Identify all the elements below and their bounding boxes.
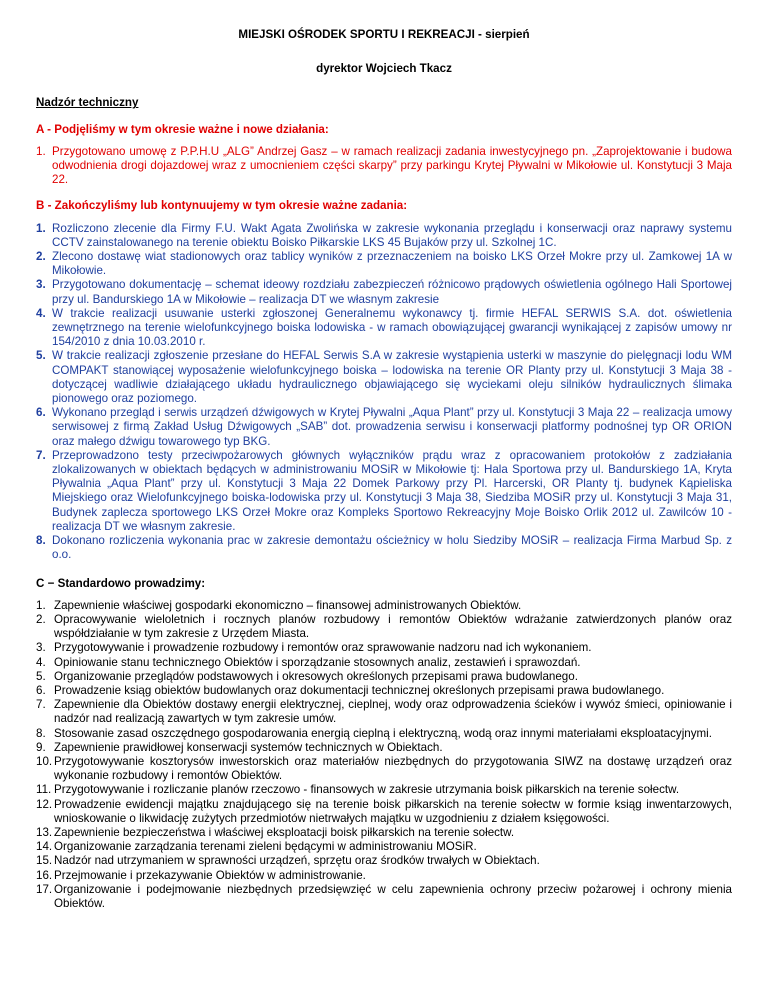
part-c-item — [36, 783, 732, 797]
part-a-item — [36, 145, 732, 188]
part-c-item — [36, 755, 732, 783]
list-item-number: 6. — [36, 406, 46, 420]
list-item-number: 2. — [36, 250, 46, 264]
list-item-text: Zapewnienie właściwej gospodarki ekonomiczno – finansowej administrowanych Obiektów. — [54, 598, 522, 612]
part-c-item — [36, 641, 732, 655]
list-item-text: Przygotowywanie kosztorysów inwestorskich oraz materiałów niezbędnych do przygotowania SIWZ na dostawę urządzeń oraz wykonanie rozbudowy i remontów Obiektów. — [54, 754, 732, 783]
list-item-text: Organizowanie i podejmowanie niezbędnych przedsięwzięć w celu zapewnienia ochrony przeciw pożarowej i ochrony mienia Obiektów. — [54, 882, 732, 910]
list-item-number: 10. — [36, 754, 53, 768]
director-line: dyrektor Wojciech Tkacz — [316, 62, 452, 76]
list-item-number: 6. — [36, 683, 46, 697]
section-title: Nadzór techniczny — [36, 96, 139, 110]
part-c-item — [36, 670, 732, 684]
list-item-number: 7. — [36, 698, 46, 712]
list-item-text: W trakcie realizacji usuwanie usterki zgłoszonej Generalnemu wykonawcy tj. firmie HEFAL SERWIS S.A. dot. oświetlenia zewnętrznego na terenie wielofunkcyjnego boiska lodowiska - w ramach obowiązującej gwarancji wynikającej z zapisów umowy nr 154/2010 z dnia 10.03.2010 r. — [52, 306, 732, 349]
list-item-number: 4. — [36, 306, 46, 320]
list-item-number: 5. — [36, 669, 46, 683]
part-c-list — [36, 599, 732, 911]
list-item-text: Przygotowano umowę z P.P.H.U „ALG” Andrzej Gasz – w ramach realizacji zadania inwestycyjnego pn. „Zaprojektowanie i budowa odwodnienia drogi dojazdowej wraz z umocnieniem części skarpy” przy parkingu Krytej Pływalni w Mikołowie ul. Konstytucji 3 Maja 22. — [52, 144, 732, 187]
list-item-text: Organizowanie przeglądów podstawowych i okresowych określonych przepisami prawa budowlanego. — [54, 669, 578, 683]
part-c-item — [36, 798, 732, 826]
list-item-number: 8. — [36, 726, 46, 740]
part-c-item — [36, 599, 732, 613]
list-item-text: Zlecono dostawę wiat stadionowych oraz tablicy wyników z przeznaczeniem na boisko LKS Orzeł Mokre przy ul. Zamkowej 1A w Mikołowie. — [52, 250, 732, 278]
part-c-item — [36, 883, 732, 911]
part-b-item — [36, 534, 732, 562]
list-item-text: Stosowanie zasad oszczędnego gospodarowania energią cieplną i elektryczną, wodą oraz innymi materiałami eksploatacyjnymi. — [54, 726, 712, 740]
part-c-heading: C − Standardowo prowadzimy: — [36, 576, 206, 590]
list-item-text: Organizowanie zarządzania terenami zieleni będącymi w administrowaniu MOSiR. — [54, 840, 477, 854]
part-c-item — [36, 698, 732, 726]
part-c-item — [36, 854, 732, 868]
list-item-text: Nadzór nad utrzymaniem w sprawności urządzeń, sprzętu oraz środków trwałych w Obiektach. — [54, 854, 540, 868]
list-item-number: 11. — [36, 783, 52, 797]
part-c-item — [36, 684, 732, 698]
list-item-text: Przygotowywanie i prowadzenie rozbudowy i remontów oraz sprawowanie nadzoru nad ich wykonaniem. — [54, 641, 592, 655]
document-title: MIEJSKI OŚRODEK SPORTU I REKREACJI - sierpień — [238, 28, 530, 41]
list-item-number: 1. — [36, 144, 46, 158]
list-item-number: 5. — [36, 349, 46, 363]
list-item-text: Opracowywanie wieloletnich i rocznych planów rozbudowy i remontów Obiektów wdrażanie zatwierdzonych planów oraz współdziałanie w tym zakresie z Urzędem Miasta. — [54, 612, 732, 641]
list-item-number: 16. — [36, 868, 53, 882]
list-item-number: 9. — [36, 740, 46, 754]
list-item-text: Zapewnienie prawidłowej konserwacji systemów technicznych w Obiektach. — [54, 740, 443, 754]
list-item-number: 15. — [36, 854, 53, 868]
part-c-item — [36, 869, 732, 883]
list-item-number: 3. — [36, 278, 46, 292]
list-item-text: Opiniowanie stanu technicznego Obiektów i sporządzanie stosownych analiz, zestawień i sprawozdań. — [54, 655, 581, 669]
list-item-text: Zapewnienie bezpieczeństwa i właściwej eksploatacji boisk piłkarskich na terenie sołectw. — [54, 825, 515, 839]
part-b-item — [36, 222, 732, 250]
list-item-number: 12. — [36, 797, 53, 811]
part-b-item — [36, 278, 732, 306]
part-b-item — [36, 250, 732, 278]
part-c-item — [36, 727, 732, 741]
list-item-number: 7. — [36, 448, 46, 462]
list-item-text: Przygotowano dokumentację – schemat ideowy rozdziału zabezpieczeń różnicowo prądowych oświetlenia ogólnego Hali Sportowej przy ul. Bandurskiego 1A w Mikołowie – realizacja DT we własnym zakresie — [52, 278, 732, 306]
list-item-number: 8. — [36, 534, 46, 548]
list-item-text: W trakcie realizacji zgłoszenie przesłane do HEFAL Serwis S.A w zakresie wystąpienia usterki w maszynie do pielęgnacji lodu WM COMPAKT stanowiącej wyposażenie wielofunkcyjnego boiska – lodowiska na terenie OR Planty przy ul. Konstytucji 3 Maja 38 - dotyczącej wadliwie działającego układu hydraulicznego objawiającego się wyciekami oleju silników hydraulicznych ślimaka pionowego oraz poziomego. — [52, 349, 732, 406]
list-item-number: 4. — [36, 655, 46, 669]
part-c-item — [36, 656, 732, 670]
list-item-number: 2. — [36, 612, 46, 626]
part-c-item — [36, 613, 732, 641]
list-item-text: Rozliczono zlecenie dla Firmy F.U. Wakt Agata Zwolińska w zakresie wykonania przeglądu i konserwacji oraz naprawy systemu CCTV zainstalowanego na terenie obiektu Boisko Piłkarskie LKS 45 Bujaków przy ul. Szkolnej 1C. — [52, 221, 732, 249]
list-item-number: 17. — [36, 882, 53, 896]
list-item-number: 1. — [36, 221, 46, 235]
list-item-text: Przeprowadzono testy przeciwpożarowych głównych wyłączników prądu wraz z opracowaniem protokołów z zadziałania zlokalizowanych w obiektach będących w administrowaniu MOSiR w Mikołowie tj: Hala Sportowa przy ul. Bandurskiego 1A, Kryta Pływalnia „Aqua Plant” przy ul. Konstytucji 3 Maja 22 Domek Parkowy przy Pl. Harcerski, OR Planty tj. budynek Kąpieliska Miejskiego oraz Wielofunkcyjnego boiska-lodowiska przy ul. Konstytucji 3 Maja 38, Siedziba MOSiR przy ul. Konstytucji 3 Maja 31, Budynek zaplecza sportowego LKS Orzeł Mokre oraz Kompleks Sportowo Rekreacyjny Moje Boisko Orlik 2012 ul. Zawilców 10 - realizacja DT we własnym zakresie. — [52, 448, 732, 533]
list-item-number: 13. — [36, 825, 53, 839]
part-b-list — [36, 222, 732, 563]
list-item-text: Przejmowanie i przekazywanie Obiektów w administrowanie. — [54, 868, 366, 882]
part-b-item — [36, 406, 732, 449]
list-item-number: 14. — [36, 840, 53, 854]
list-item-text: Przygotowywanie i rozliczanie planów rzeczowo - finansowych w zakresie utrzymania boisk piłkarskich na terenie sołectw. — [54, 783, 680, 797]
part-a-list — [36, 145, 732, 188]
list-item-text: Prowadzenie ewidencji majątku znajdującego się na terenie boisk piłkarskich na terenie sołectw w formie ksiąg inwentarzowych, wnioskowanie o likwidację zużytych przedmiotów nietrwałych majątku w uzgodnieniu z działem księgowości. — [54, 797, 732, 825]
part-b-item — [36, 307, 732, 350]
list-item-number: 3. — [36, 641, 46, 655]
part-c-item — [36, 741, 732, 755]
list-item-text: Zapewnienie dla Obiektów dostawy energii elektrycznej, cieplnej, wody oraz odprowadzenia ścieków i wywóz śmieci, opiniowanie i nadzór nad realizacją zawartych w tym zakresie umów. — [54, 698, 732, 726]
list-item-number: 1. — [36, 598, 46, 612]
list-item-text: Dokonano rozliczenia wykonania prac w zakresie demontażu ościeżnicy w holu Siedziby MOSiR – realizacja Firma Marbud Sp. z o.o. — [52, 534, 732, 562]
part-b-heading: B - Zakończyliśmy lub kontynuujemy w tym okresie ważne zadania: — [36, 199, 408, 213]
list-item-text: Wykonano przegląd i serwis urządzeń dźwigowych w Krytej Pływalni „Aqua Plant” przy ul. Konstytucji 3 Maja 22 – realizacja umowy serwisowej z firmą Zakład Usług Dźwigowych „SAB” dot. prowadzenia serwisu i konserwacji platformy podnośnej typ OR ORION oraz małego dźwigu towarowego typ BKG. — [52, 406, 732, 448]
part-c-item — [36, 840, 732, 854]
part-b-item — [36, 349, 732, 406]
list-item-text: Prowadzenie ksiąg obiektów budowlanych oraz dokumentacji technicznej określonych przepisami prawa budowlanego. — [54, 683, 665, 697]
part-c-item — [36, 826, 732, 840]
part-b-item — [36, 449, 732, 534]
part-a-heading: A - Podjęliśmy w tym okresie ważne i nowe działania: — [36, 122, 329, 136]
